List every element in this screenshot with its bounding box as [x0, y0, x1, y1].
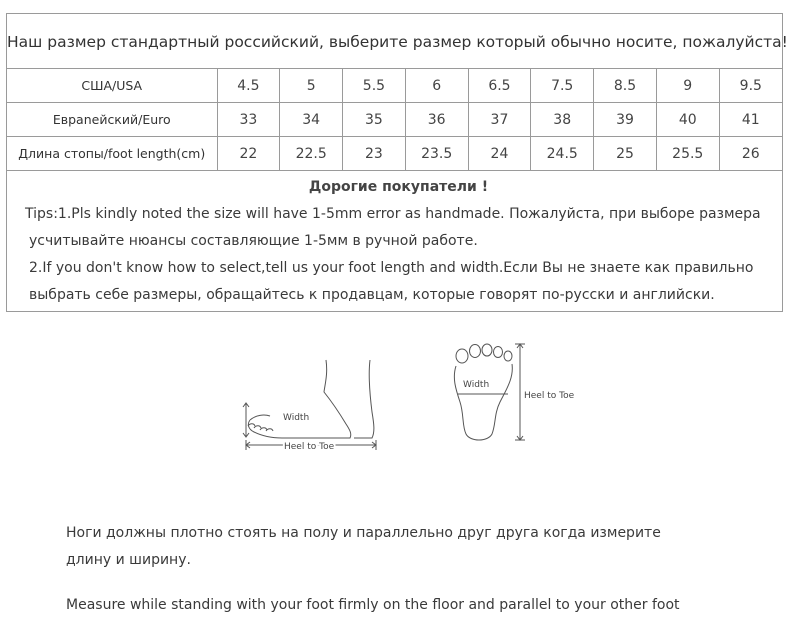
notes-title: Дорогие покупатели !: [308, 179, 489, 195]
side-width-label: Width: [283, 413, 310, 423]
size-table: [7, 69, 782, 171]
top-length-label: Heel to Toe: [524, 391, 575, 401]
table-cell: 6: [405, 69, 468, 103]
instruction-en-line-1: Measure while standing with your foot firmly on the floor and parallel to your other foot: [66, 597, 680, 613]
table-cell: 4.5: [217, 69, 280, 103]
instruction-ru-line-2: длину и ширину.: [66, 552, 191, 568]
table-cell: 9: [656, 69, 719, 103]
tip-2-line-1: 2.If you don't know how to select,tell us your foot length and width.Если Вы не знаете как правильно: [29, 260, 754, 276]
table-cell: 5.5: [343, 69, 406, 103]
table-row-usa: [7, 69, 782, 103]
table-cell: 6.5: [468, 69, 531, 103]
table-cell: 23.5: [405, 137, 468, 171]
size-chart: [6, 13, 788, 312]
table-cell: 25: [594, 137, 657, 171]
foot-top-view-diagram: [448, 338, 598, 448]
row-label-euro: Евраnейский/Euro: [7, 103, 217, 137]
table-cell: 39: [594, 103, 657, 137]
foot-side-view-diagram: [236, 352, 386, 457]
table-cell: 24.5: [531, 137, 594, 171]
side-length-label: Heel to Toe: [284, 442, 335, 452]
table-cell: 41: [719, 103, 782, 137]
table-cell: 22: [217, 137, 280, 171]
notes-section: [7, 171, 782, 309]
table-cell: 8.5: [594, 69, 657, 103]
table-cell: 34: [280, 103, 343, 137]
row-label-foot-length: Длина стопы/foot length(cm): [7, 137, 217, 171]
table-cell: 35: [343, 103, 406, 137]
table-cell: 25.5: [656, 137, 719, 171]
table-row-euro: [7, 103, 782, 137]
table-cell: 38: [531, 103, 594, 137]
table-cell: 5: [280, 69, 343, 103]
table-cell: 36: [405, 103, 468, 137]
tip-2-line-2: выбрать себе размеры, обращайтесь к продавцам, которые говорят по-русски и английски.: [29, 287, 715, 303]
instruction-ru-line-1: Ноги должны плотно стоять на полу и параллельно друг друга когда измерите: [66, 525, 661, 541]
chart-title: Наш размер стандартный российский, выберите размер который обычно носите, пожалуйста!: [7, 14, 782, 69]
table-cell: 26: [719, 137, 782, 171]
table-cell: 37: [468, 103, 531, 137]
table-cell: 23: [343, 137, 406, 171]
table-cell: 7.5: [531, 69, 594, 103]
top-width-label: Width: [463, 380, 490, 390]
tip-1-line-2: усчитывайте нюансы составляющие 1-5мм в ручной работе.: [29, 233, 478, 249]
table-cell: 33: [217, 103, 280, 137]
table-row-foot-length: [7, 137, 782, 171]
tip-1-line-1: Tips:1.Pls kindly noted the size will have 1-5mm error as handmade. Пожалуйста, при выборе размера: [25, 206, 761, 222]
row-label-usa: США/USA: [7, 69, 217, 103]
table-cell: 24: [468, 137, 531, 171]
table-cell: 9.5: [719, 69, 782, 103]
table-cell: 22.5: [280, 137, 343, 171]
table-cell: 40: [656, 103, 719, 137]
